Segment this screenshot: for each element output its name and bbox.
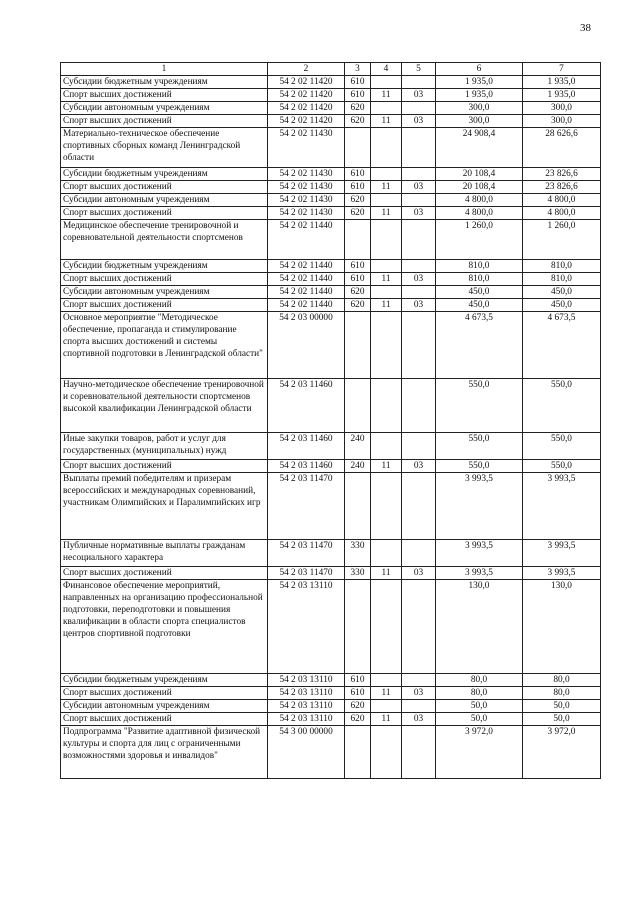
amount-2019: 300,0 [436, 115, 523, 128]
subsection [402, 700, 436, 713]
expense-type [345, 128, 371, 168]
amount-2020: 28 626,6 [523, 128, 601, 168]
amount-2020: 1 260,0 [523, 220, 601, 260]
row-name: Спорт высших достижений [61, 89, 268, 102]
row-name: Спорт высших достижений [61, 460, 268, 473]
target-code: 54 2 02 11430 [268, 128, 345, 168]
row-name: Субсидии бюджетным учреждениям [61, 674, 268, 687]
expense-type: 610 [345, 76, 371, 89]
section [371, 168, 402, 181]
amount-2019: 300,0 [436, 102, 523, 115]
row-name: Научно-методическое обеспечение тренировочной и соревновательной деятельности спортсменов высокой квалификации Ленинградской области [61, 379, 268, 433]
amount-2019: 20 108,4 [436, 181, 523, 194]
subsection [402, 76, 436, 89]
section [371, 194, 402, 207]
subsection [402, 674, 436, 687]
subsection: 03 [402, 181, 436, 194]
header-cell: 4 [371, 63, 402, 76]
expense-type [345, 580, 371, 674]
table-row [61, 181, 601, 194]
subsection: 03 [402, 567, 436, 580]
amount-2020: 300,0 [523, 115, 601, 128]
section: 11 [371, 687, 402, 700]
target-code: 54 2 03 13110 [268, 713, 345, 726]
amount-2019: 3 993,5 [436, 567, 523, 580]
expense-type: 610 [345, 273, 371, 286]
amount-2019: 20 108,4 [436, 168, 523, 181]
section [371, 540, 402, 567]
target-code: 54 2 02 11420 [268, 102, 345, 115]
table-row [61, 194, 601, 207]
amount-2020: 50,0 [523, 700, 601, 713]
amount-2019: 4 800,0 [436, 207, 523, 220]
section [371, 700, 402, 713]
target-code: 54 2 02 11420 [268, 115, 345, 128]
table-header-row [61, 63, 601, 76]
amount-2020: 80,0 [523, 687, 601, 700]
table-row [61, 220, 601, 260]
section [371, 580, 402, 674]
section: 11 [371, 460, 402, 473]
amount-2020: 300,0 [523, 102, 601, 115]
section: 11 [371, 713, 402, 726]
table-row [61, 299, 601, 312]
target-code: 54 2 03 11460 [268, 379, 345, 433]
amount-2020: 50,0 [523, 713, 601, 726]
subsection: 03 [402, 207, 436, 220]
header-cell: 7 [523, 63, 601, 76]
table-row [61, 260, 601, 273]
subsection [402, 726, 436, 779]
subsection [402, 433, 436, 460]
amount-2020: 3 972,0 [523, 726, 601, 779]
section [371, 433, 402, 460]
header-cell: 2 [268, 63, 345, 76]
amount-2019: 4 673,5 [436, 312, 523, 379]
subsection: 03 [402, 687, 436, 700]
expense-type: 620 [345, 194, 371, 207]
amount-2020: 3 993,5 [523, 567, 601, 580]
amount-2020: 1 935,0 [523, 76, 601, 89]
expense-type: 240 [345, 460, 371, 473]
subsection: 03 [402, 460, 436, 473]
expense-type: 330 [345, 540, 371, 567]
expense-type [345, 220, 371, 260]
row-name: Материально-техническое обеспечение спортивных сборных команд Ленинградской области [61, 128, 268, 168]
row-name: Основное мероприятие "Методическое обеспечение, пропаганда и стимулирование спорта высших достижений и системы спортивной подготовки в Ленинградской области" [61, 312, 268, 379]
row-name: Выплаты премий победителям и призерам всероссийских и международных соревнований, участникам Олимпийских и Паралимпийских игр [61, 473, 268, 540]
row-name: Иные закупки товаров, работ и услуг для государственных (муниципальных) нужд [61, 433, 268, 460]
amount-2019: 450,0 [436, 299, 523, 312]
table-row [61, 473, 601, 540]
row-name: Финансовое обеспечение мероприятий, направленных на организацию профессиональной подготовки, переподготовки и повышения квалификации в области спорта специалистов центров спортивной подготовки [61, 580, 268, 674]
expense-type: 620 [345, 115, 371, 128]
target-code: 54 2 03 11460 [268, 433, 345, 460]
subsection [402, 286, 436, 299]
target-code: 54 2 02 11430 [268, 194, 345, 207]
row-name: Спорт высших достижений [61, 273, 268, 286]
amount-2019: 3 993,5 [436, 473, 523, 540]
subsection: 03 [402, 115, 436, 128]
expense-type [345, 473, 371, 540]
amount-2020: 810,0 [523, 273, 601, 286]
table-row [61, 687, 601, 700]
target-code: 54 2 03 11470 [268, 540, 345, 567]
table-row [61, 312, 601, 379]
row-name: Медицинское обеспечение тренировочной и соревновательной деятельности спортсменов [61, 220, 268, 260]
amount-2019: 3 972,0 [436, 726, 523, 779]
amount-2020: 550,0 [523, 379, 601, 433]
target-code: 54 2 03 13110 [268, 580, 345, 674]
row-name: Спорт высших достижений [61, 207, 268, 220]
expense-type: 610 [345, 687, 371, 700]
expense-type: 330 [345, 567, 371, 580]
table-row [61, 540, 601, 567]
target-code: 54 2 02 11440 [268, 220, 345, 260]
amount-2020: 3 993,5 [523, 540, 601, 567]
page-number: 38 [580, 22, 591, 34]
section: 11 [371, 273, 402, 286]
amount-2019: 50,0 [436, 700, 523, 713]
budget-table [60, 62, 601, 779]
section: 11 [371, 207, 402, 220]
amount-2020: 1 935,0 [523, 89, 601, 102]
amount-2019: 1 935,0 [436, 76, 523, 89]
amount-2020: 80,0 [523, 674, 601, 687]
section [371, 220, 402, 260]
expense-type: 620 [345, 286, 371, 299]
section [371, 286, 402, 299]
header-cell: 6 [436, 63, 523, 76]
amount-2019: 3 993,5 [436, 540, 523, 567]
row-name: Публичные нормативные выплаты гражданам несоциального характера [61, 540, 268, 567]
expense-type [345, 379, 371, 433]
subsection [402, 220, 436, 260]
row-name: Субсидии автономным учреждениям [61, 194, 268, 207]
target-code: 54 2 03 13110 [268, 674, 345, 687]
amount-2019: 80,0 [436, 674, 523, 687]
amount-2019: 450,0 [436, 286, 523, 299]
subsection [402, 473, 436, 540]
row-name: Спорт высших достижений [61, 713, 268, 726]
row-name: Подпрограмма "Развитие адаптивной физической культуры и спорта для лиц с ограниченными возможностями здоровья и инвалидов" [61, 726, 268, 779]
amount-2019: 550,0 [436, 379, 523, 433]
target-code: 54 2 03 11470 [268, 473, 345, 540]
amount-2019: 24 908,4 [436, 128, 523, 168]
target-code: 54 2 02 11440 [268, 299, 345, 312]
expense-type: 620 [345, 299, 371, 312]
section: 11 [371, 89, 402, 102]
section [371, 674, 402, 687]
subsection: 03 [402, 299, 436, 312]
amount-2020: 3 993,5 [523, 473, 601, 540]
table-row [61, 567, 601, 580]
section [371, 128, 402, 168]
subsection [402, 580, 436, 674]
section [371, 76, 402, 89]
expense-type: 610 [345, 674, 371, 687]
table-row [61, 115, 601, 128]
table-row [61, 207, 601, 220]
target-code: 54 2 02 11430 [268, 207, 345, 220]
header-cell: 3 [345, 63, 371, 76]
expense-type: 620 [345, 207, 371, 220]
row-name: Субсидии бюджетным учреждениям [61, 168, 268, 181]
table-row [61, 76, 601, 89]
amount-2019: 80,0 [436, 687, 523, 700]
table-row [61, 168, 601, 181]
section: 11 [371, 299, 402, 312]
row-name: Субсидии бюджетным учреждениям [61, 260, 268, 273]
amount-2019: 130,0 [436, 580, 523, 674]
row-name: Субсидии автономным учреждениям [61, 286, 268, 299]
expense-type: 610 [345, 260, 371, 273]
row-name: Спорт высших достижений [61, 687, 268, 700]
expense-type: 620 [345, 713, 371, 726]
subsection: 03 [402, 273, 436, 286]
amount-2020: 23 826,6 [523, 181, 601, 194]
amount-2020: 4 673,5 [523, 312, 601, 379]
amount-2019: 550,0 [436, 460, 523, 473]
target-code: 54 3 00 00000 [268, 726, 345, 779]
target-code: 54 2 02 11440 [268, 286, 345, 299]
subsection [402, 379, 436, 433]
expense-type: 610 [345, 89, 371, 102]
subsection [402, 168, 436, 181]
amount-2019: 1 260,0 [436, 220, 523, 260]
amount-2020: 4 800,0 [523, 194, 601, 207]
subsection: 03 [402, 89, 436, 102]
table-row [61, 102, 601, 115]
section: 11 [371, 181, 402, 194]
expense-type: 620 [345, 102, 371, 115]
table-row [61, 700, 601, 713]
table-row [61, 433, 601, 460]
target-code: 54 2 02 11420 [268, 89, 345, 102]
row-name: Спорт высших достижений [61, 567, 268, 580]
table-row [61, 379, 601, 433]
target-code: 54 2 02 11420 [268, 76, 345, 89]
subsection [402, 128, 436, 168]
amount-2019: 810,0 [436, 260, 523, 273]
expense-type: 620 [345, 700, 371, 713]
expense-type: 610 [345, 168, 371, 181]
table-row [61, 674, 601, 687]
expense-type [345, 726, 371, 779]
section [371, 312, 402, 379]
expense-type [345, 312, 371, 379]
subsection [402, 102, 436, 115]
table-row [61, 273, 601, 286]
subsection [402, 260, 436, 273]
section: 11 [371, 567, 402, 580]
table-row [61, 713, 601, 726]
subsection [402, 194, 436, 207]
amount-2019: 810,0 [436, 273, 523, 286]
amount-2019: 550,0 [436, 433, 523, 460]
amount-2020: 550,0 [523, 460, 601, 473]
table-row [61, 726, 601, 779]
target-code: 54 2 03 11470 [268, 567, 345, 580]
target-code: 54 2 02 11430 [268, 168, 345, 181]
header-cell: 5 [402, 63, 436, 76]
row-name: Спорт высших достижений [61, 299, 268, 312]
target-code: 54 2 03 13110 [268, 700, 345, 713]
row-name: Субсидии автономным учреждениям [61, 102, 268, 115]
amount-2020: 23 826,6 [523, 168, 601, 181]
row-name: Субсидии бюджетным учреждениям [61, 76, 268, 89]
subsection [402, 312, 436, 379]
amount-2019: 4 800,0 [436, 194, 523, 207]
section [371, 473, 402, 540]
row-name: Субсидии автономным учреждениям [61, 700, 268, 713]
amount-2020: 130,0 [523, 580, 601, 674]
subsection [402, 540, 436, 567]
table-row [61, 128, 601, 168]
target-code: 54 2 03 13110 [268, 687, 345, 700]
amount-2020: 450,0 [523, 299, 601, 312]
header-cell: 1 [61, 63, 268, 76]
amount-2020: 550,0 [523, 433, 601, 460]
expense-type: 240 [345, 433, 371, 460]
amount-2020: 4 800,0 [523, 207, 601, 220]
amount-2020: 450,0 [523, 286, 601, 299]
target-code: 54 2 03 00000 [268, 312, 345, 379]
table-row [61, 460, 601, 473]
section [371, 260, 402, 273]
table-row [61, 286, 601, 299]
amount-2019: 1 935,0 [436, 89, 523, 102]
table-body [61, 63, 601, 779]
target-code: 54 2 02 11440 [268, 260, 345, 273]
amount-2019: 50,0 [436, 713, 523, 726]
table-row [61, 89, 601, 102]
section [371, 102, 402, 115]
row-name: Спорт высших достижений [61, 181, 268, 194]
amount-2020: 810,0 [523, 260, 601, 273]
section: 11 [371, 115, 402, 128]
table-row [61, 580, 601, 674]
row-name: Спорт высших достижений [61, 115, 268, 128]
section [371, 379, 402, 433]
target-code: 54 2 03 11460 [268, 460, 345, 473]
target-code: 54 2 02 11440 [268, 273, 345, 286]
section [371, 726, 402, 779]
expense-type: 610 [345, 181, 371, 194]
target-code: 54 2 02 11430 [268, 181, 345, 194]
subsection: 03 [402, 713, 436, 726]
